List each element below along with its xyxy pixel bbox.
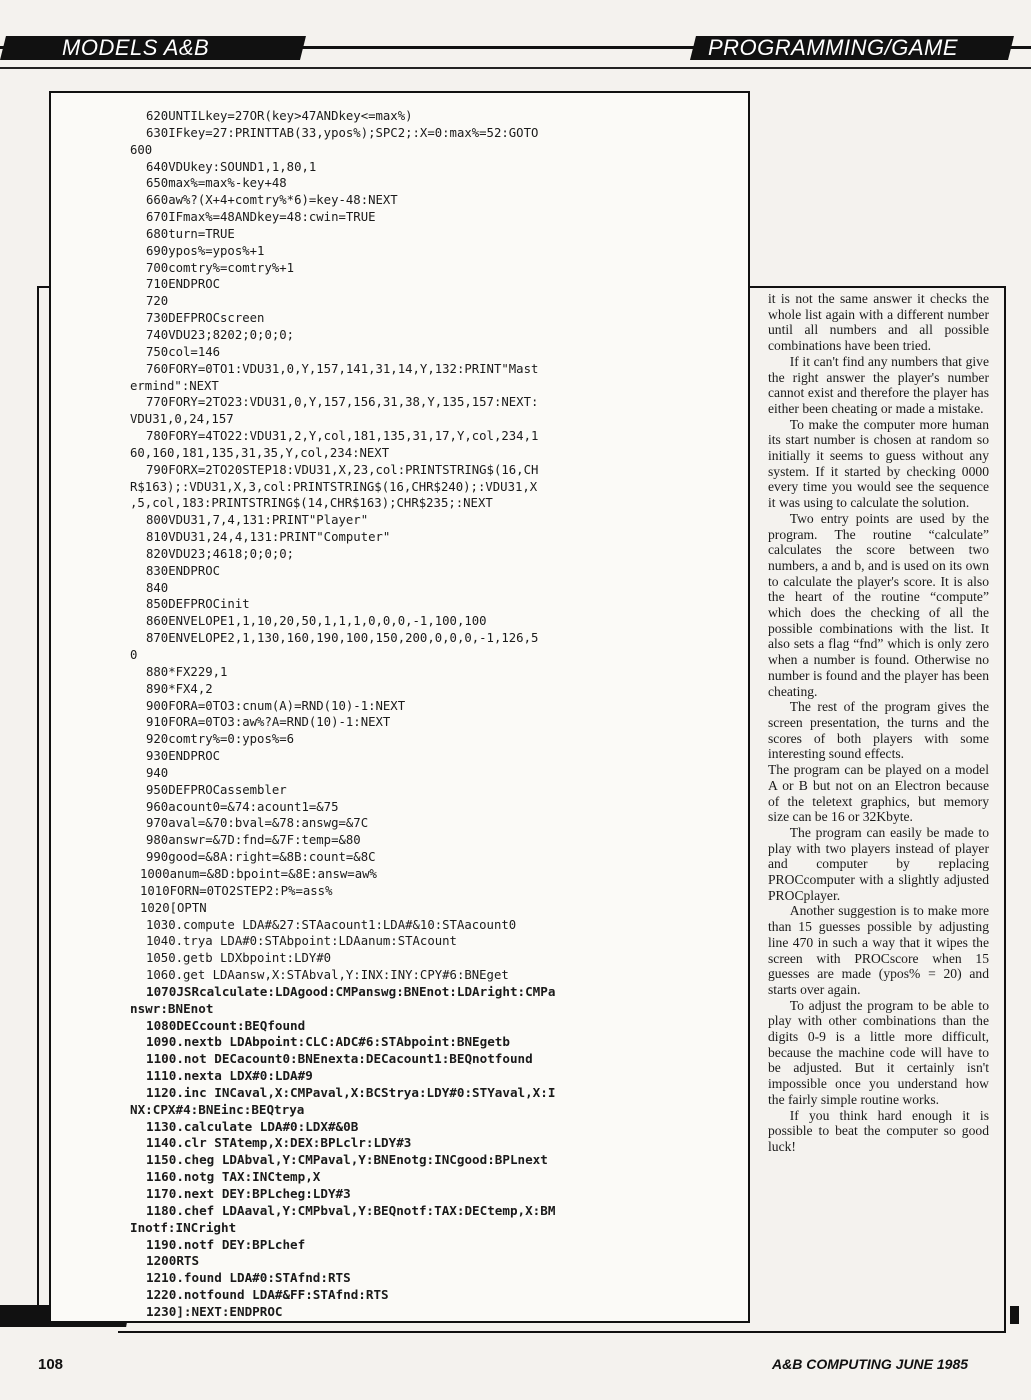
article-paragraph: If it can't find any numbers that give the right answer the player's number cannot exist and therefore the player has either been cheating or made a mistake. xyxy=(768,353,989,416)
code-line: 790FORX=2TO20STEP18:VDU31,X,23,col:PRINTSTRING$(16,CH xyxy=(146,462,539,477)
code-line: 1200RTS xyxy=(146,1253,200,1269)
code-line: 780FORY=4TO22:VDU31,2,Y,col,181,135,31,17,Y,col,234,1 xyxy=(146,429,539,444)
code-line: nswr:BNEnot xyxy=(130,1000,214,1016)
page-header xyxy=(0,36,1031,60)
code-line: 680turn=TRUE xyxy=(146,226,235,241)
code-line: 1060.get LDAansw,X:STAbval,Y:INX:INY:CPY#6:BNEget xyxy=(146,968,509,983)
code-line: 870ENVELOPE2,1,130,160,190,100,150,200,0,0,0,-1,126,5 xyxy=(146,631,539,646)
article-paragraph: The program can be played on a model A or B but not on an Electron because of the teletext graphics, but memory size can be 16 or 32Kbyte. xyxy=(768,762,989,825)
code-line: 830ENDPROC xyxy=(146,563,221,578)
frame-right-rule xyxy=(1004,286,1006,1331)
code-line: 710ENDPROC xyxy=(146,277,221,292)
code-line: 1140.clr STAtemp,X:DEX:BPLclr:LDY#3 xyxy=(146,1135,412,1151)
code-line: 620UNTILkey=27OR(key>47ANDkey<=max%) xyxy=(146,109,413,123)
code-line: 600 xyxy=(130,142,153,157)
code-line: 950DEFPROCassembler xyxy=(146,782,287,797)
code-line: 820VDU23;4618;0;0;0; xyxy=(146,546,295,561)
code-line: 1050.getb LDXbpoint:LDY#0 xyxy=(146,951,332,966)
code-line: 760FORY=0TO1:VDU31,0,Y,157,141,31,14,Y,132:PRINT"Mast xyxy=(146,361,539,376)
code-line: 1000anum=&8D:bpoint=&8E:answ=aw% xyxy=(140,866,377,881)
frame-left-rule xyxy=(37,286,39,1306)
code-line: 660aw%?(X+4+comtry%*6)=key-48:NEXT xyxy=(146,193,398,208)
code-line: 740VDU23;8202;0;0;0; xyxy=(146,327,295,342)
code-line: 980answr=&7D:fnd=&7F:temp=&80 xyxy=(146,833,361,848)
code-line: 1190.notf DEY:BPLchef xyxy=(146,1236,306,1252)
code-line: 750col=146 xyxy=(146,344,221,359)
code-line: 1120.inc INCaval,X:CMPaval,X:BCStrya:LDY#0:STYaval,X:I xyxy=(146,1084,556,1100)
code-line: 1180.chef LDAaval,Y:CMPbval,Y:BEQnotf:TAX:DECtemp,X:BM xyxy=(146,1202,556,1218)
code-line: ermind":NEXT xyxy=(130,378,219,393)
code-line: 700comtry%=comtry%+1 xyxy=(146,260,295,275)
article-paragraph: The program can easily be made to play with two players instead of player and computer by replacing PROCcomputer with a slightly adjusted PROCplayer. xyxy=(768,824,989,903)
code-line: 670IFmax%=48ANDkey=48:cwin=TRUE xyxy=(146,210,376,225)
code-line: 0 xyxy=(130,648,138,662)
code-line: 970aval=&70:bval=&78:answg=&7C xyxy=(146,816,369,831)
code-line: 910FORA=0TO3:aw%?A=RND(10)-1:NEXT xyxy=(146,715,391,730)
code-line: VDU31,0,24,157 xyxy=(130,412,234,427)
code-line: 1230]:NEXT:ENDPROC xyxy=(146,1303,283,1319)
code-line: 1160.notg TAX:INCtemp,X xyxy=(146,1169,321,1185)
code-line: 940 xyxy=(146,765,169,780)
code-line: 930ENDPROC xyxy=(146,749,221,764)
code-line: 850DEFPROCinit xyxy=(146,597,250,612)
code-line: 920comtry%=0:ypos%=6 xyxy=(146,732,295,747)
code-line: 1220.notfound LDA#&FF:STAfnd:RTS xyxy=(146,1287,389,1303)
code-line: 1100.not DECacount0:BNEnexta:DECacount1:BEQnotfound xyxy=(146,1051,533,1067)
code-line: 60,160,181,135,31,35,Y,col,234:NEXT xyxy=(130,445,390,460)
section-label-models: MODELS A&B xyxy=(62,35,210,60)
code-line: 630IFkey=27:PRINTTAB(33,ypos%);SPC2;:X=0:max%=52:GOTO xyxy=(146,125,539,140)
article-paragraph: Two entry points are used by the program. The routine “calculate” calculates the score between two numbers, a and b, and is used on its own to calculate the player's score. It is also the heart of the routine “compute” which does the checking of all the possible combinations with the list. It also sets a flag “fnd” which is only zero when a number is found. Otherwise no number is found and the player has been cheating. xyxy=(768,510,989,699)
section-label-category: PROGRAMMING/GAME xyxy=(708,35,959,60)
code-line: 1080DECcount:BEQfound xyxy=(146,1017,306,1033)
code-line: 960acount0=&74:acount1=&75 xyxy=(146,799,339,814)
code-line: 890*FX4,2 xyxy=(146,681,213,696)
code-line: 810VDU31,24,4,131:PRINT"Computer" xyxy=(146,530,391,545)
frame-top-left-rule xyxy=(37,286,49,288)
code-line: 1030.compute LDA#&27:STAacount1:LDA#&10:STAacount0 xyxy=(146,917,517,932)
frame-bottom-rule xyxy=(118,1331,1006,1333)
article-text-column xyxy=(768,291,989,1155)
code-line: 1040.trya LDA#0:STAbpoint:LDAanum:STAcount xyxy=(146,934,457,949)
article-paragraph: Another suggestion is to make more than 15 guesses possible by adjusting line 470 in such a way that it wipes the screen with PROCscore when 15 guesses are made (ypos% = 20) and starts over again. xyxy=(768,903,989,997)
code-line: 640VDUkey:SOUND1,1,80,1 xyxy=(146,159,317,174)
article-paragraph: it is not the same answer it checks the whole list again with a different number until all numbers and all possible combinations have been tried. xyxy=(768,291,989,354)
code-line: 840 xyxy=(146,580,169,595)
code-line: 1170.next DEY:BPLcheg:LDY#3 xyxy=(146,1186,351,1201)
code-line: 1210.found LDA#0:STAfnd:RTS xyxy=(146,1270,351,1286)
code-line: 1020[OPTN xyxy=(140,900,207,915)
code-line: Inotf:INCright xyxy=(130,1219,237,1235)
program-listing xyxy=(130,108,706,1321)
article-paragraph: To adjust the program to be able to play with other combinations than the digits 0-9 is a little more difficult, because the machine code will have to be adjusted. But it certainly isn't impossible once you understand how the fairly simple routine works. xyxy=(768,997,989,1107)
article-paragraph: To make the computer more human its start number is chosen at random so initially it seems to guess without any system. If it started by checking 0000 every time you would see the sequence it was using to calculate the solution. xyxy=(768,416,989,511)
code-line: 1010FORN=0TO2STEP2:P%=ass% xyxy=(140,883,333,898)
code-line: 1130.calculate LDA#0:LDX#&0B xyxy=(146,1118,359,1134)
code-line: 730DEFPROCscreen xyxy=(146,311,265,326)
code-line: R$163);:VDU31,X,3,col:PRINTSTRING$(16,CHR$240);:VDU31,X xyxy=(130,479,538,494)
code-line: 880*FX229,1 xyxy=(146,664,228,679)
code-line: 990good=&8A:right=&8B:count=&8C xyxy=(146,850,376,865)
publication-footer: A&B COMPUTING JUNE 1985 xyxy=(772,1356,969,1372)
frame-top-right-rule xyxy=(750,286,1006,288)
code-line: 650max%=max%-key+48 xyxy=(146,176,287,191)
code-line: 900FORA=0TO3:cnum(A)=RND(10)-1:NEXT xyxy=(146,698,406,713)
code-line: 800VDU31,7,4,131:PRINT"Player" xyxy=(146,513,369,528)
article-paragraph: The rest of the program gives the screen presentation, the turns and the scores of both players with some interesting sound effects. xyxy=(768,699,989,762)
page-number: 108 xyxy=(38,1356,64,1373)
code-line: 690ypos%=ypos%+1 xyxy=(146,243,265,258)
header-underline xyxy=(0,67,1031,69)
code-line: NX:CPX#4:BNEinc:BEQtrya xyxy=(130,1101,305,1117)
code-line: 720 xyxy=(146,294,169,309)
code-line: 770FORY=2TO23:VDU31,0,Y,157,156,31,38,Y,135,157:NEXT: xyxy=(146,395,539,410)
article-paragraph: If you think hard enough it is possible to beat the computer so good luck! xyxy=(768,1107,989,1154)
code-line: 860ENVELOPE1,1,10,20,50,1,1,1,0,0,0,-1,100,100 xyxy=(146,614,487,629)
code-line: 1110.nexta LDX#0:LDA#9 xyxy=(146,1068,313,1084)
code-line: 1150.cheg LDAbval,Y:CMPaval,Y:BNEnotg:INCgood:BPLnext xyxy=(146,1152,548,1168)
code-line: 1090.nextb LDAbpoint:CLC:ADC#6:STAbpoint:BNEgetb xyxy=(146,1034,510,1050)
code-line: ,5,col,183:PRINTSTRING$(14,CHR$163);CHR$235;:NEXT xyxy=(130,496,493,511)
code-line: 1070JSRcalculate:LDAgood:CMPanswg:BNEnot:LDAright:CMPa xyxy=(146,983,556,999)
edge-marker xyxy=(1010,1306,1019,1324)
